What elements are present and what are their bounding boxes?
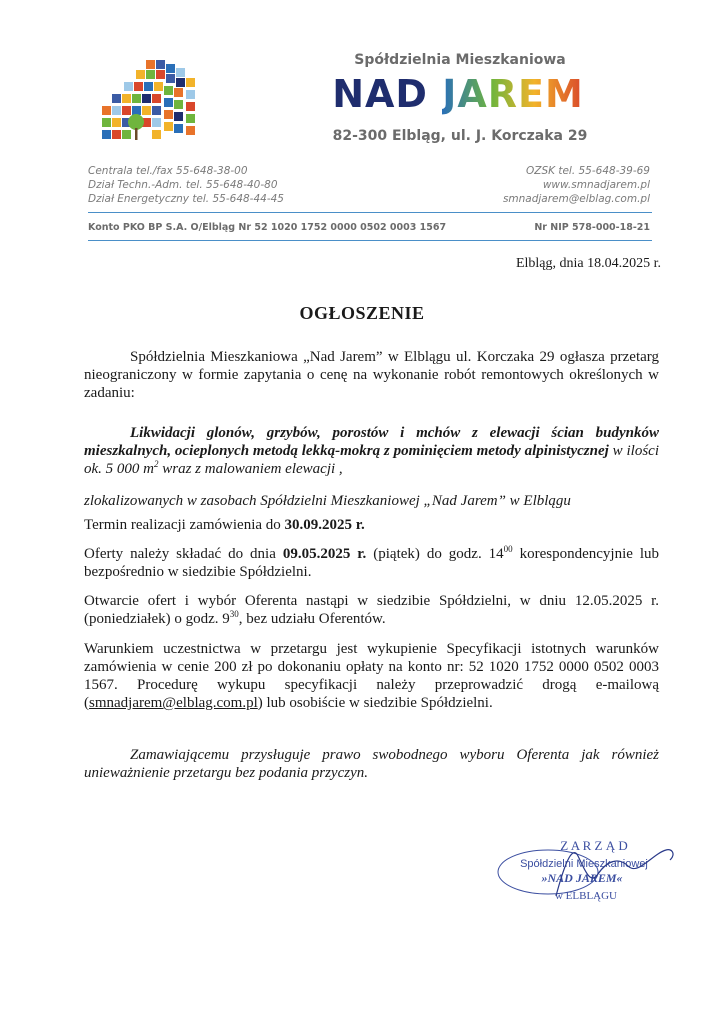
closing-paragraph: Zamawiającemu przysługuje prawo swobodnego wyboru Oferenta jak również unieważnienie przetargu bez podania przyczyn. xyxy=(84,747,659,781)
document-title: OGŁOSZENIE xyxy=(299,303,425,323)
offers-paragraph xyxy=(84,545,659,581)
deadline-text: Termin realizacji zamówienia do xyxy=(84,517,285,533)
conditions-tail: ) lub osobiście w siedzibie Spółdzielni. xyxy=(257,695,493,711)
intro-paragraph: Spółdzielnia Mieszkaniowa „Nad Jarem” w Elblągu ul. Korczaka 29 ogłasza przetarg nieograniczony w formie zapytania o cenę na wykonanie robót remontowych określonych w zadaniu: xyxy=(84,349,659,401)
stamp-line-3: »NAD JAREM« xyxy=(541,871,623,885)
cooperative-name: Spółdzielnia Mieszkaniowa xyxy=(354,52,566,68)
header-divider-bottom xyxy=(88,240,652,241)
board-stamp xyxy=(494,826,684,908)
date-line: Elbląg, dnia 18.04.2025 r. xyxy=(515,256,661,271)
stamp-line-2: Spółdzielni Mieszkaniowej xyxy=(520,858,648,870)
email-link[interactable]: smnadjarem@elblag.com.pl xyxy=(502,193,650,205)
brand-name xyxy=(276,72,640,118)
brand-nad: NAD xyxy=(332,72,428,116)
bank-account: Konto PKO BP S.A. O/Elbląg Nr 52 1020 1752 0000 0502 0003 1567 xyxy=(88,222,447,233)
offers-text: Oferty należy składać do dnia xyxy=(84,546,283,562)
task-quantity: w ilości ok. 5 000 m xyxy=(84,443,659,477)
header-divider-top xyxy=(88,212,652,213)
conditions-paragraph xyxy=(84,640,659,712)
brand-jarem: JAREM xyxy=(442,72,584,116)
website-link[interactable]: www.smnadjarem.pl xyxy=(542,179,650,191)
deadline-date: 30.09.2025 r. xyxy=(284,517,365,533)
task-description: Likwidacji glonów, grzybów, porostów i mchów z elewacji ścian budynków mieszkalnych, ocieplonych metodą lekką-mokrą z pominięciem metody alpinistycznej xyxy=(84,425,659,459)
task-scope: wraz z malowaniem elewacji , xyxy=(158,461,343,477)
offers-minutes: 00 xyxy=(503,544,513,554)
opening-paragraph xyxy=(84,592,659,628)
contact-line: OZSK tel. 55-648-39-69 xyxy=(525,165,650,177)
opening-minutes: 30 xyxy=(229,609,239,619)
task-unit-sup: 2 xyxy=(154,459,159,469)
contact-line: Centrala tel./fax 55-648-38-00 xyxy=(88,165,248,177)
opening-text: Otwarcie ofert i wybór Oferenta nastąpi w siedzibie Spółdzielni, w dniu 12.05.2025 r. (poniedziałek) o godz. 9 xyxy=(84,593,659,627)
cooperative-address: 82-300 Elbląg, ul. J. Korczaka 29 xyxy=(332,128,588,144)
offers-date: 09.05.2025 r. xyxy=(282,546,367,562)
conditions-text: Warunkiem uczestnictwa w przetargu jest wykupienie Specyfikacji istotnych warunków zamówienia w cenie 200 zł po dokonaniu opłaty na konto nr: 52 1020 1752 0000 0502 0003 1567. Procedurę wykupu specyfikacji należy przeprowadzić drogą e-mailową ( xyxy=(84,641,659,711)
location-line: zlokalizowanych w zasobach Spółdzielni Mieszkaniowej „Nad Jarem” w Elblągu xyxy=(84,493,571,509)
cooperative-logo xyxy=(96,56,200,148)
offers-hour: (piątek) do godz. 14 xyxy=(366,546,504,562)
task-paragraph xyxy=(84,424,659,478)
tax-number: Nr NIP 578-000-18-21 xyxy=(534,222,650,233)
offers-delivery: korespondencyjnie lub bezpośrednio w siedzibie Spółdzielni. xyxy=(84,546,660,580)
stamp-line-4: w ELBLĄGU xyxy=(554,890,618,902)
stamp-line-1: Z A R Z Ą D xyxy=(560,838,628,853)
contacts-right xyxy=(503,164,650,206)
deadline-line xyxy=(84,516,659,534)
opening-tail: , bez udziału Oferentów. xyxy=(238,611,386,627)
contact-line: Dział Energetyczny tel. 55-648-44-45 xyxy=(88,193,284,205)
contact-line: Dział Techn.-Adm. tel. 55-648-40-80 xyxy=(88,179,278,191)
contacts-left xyxy=(88,164,284,206)
conditions-email-link[interactable]: smnadjarem@elblag.com.pl xyxy=(89,695,258,711)
